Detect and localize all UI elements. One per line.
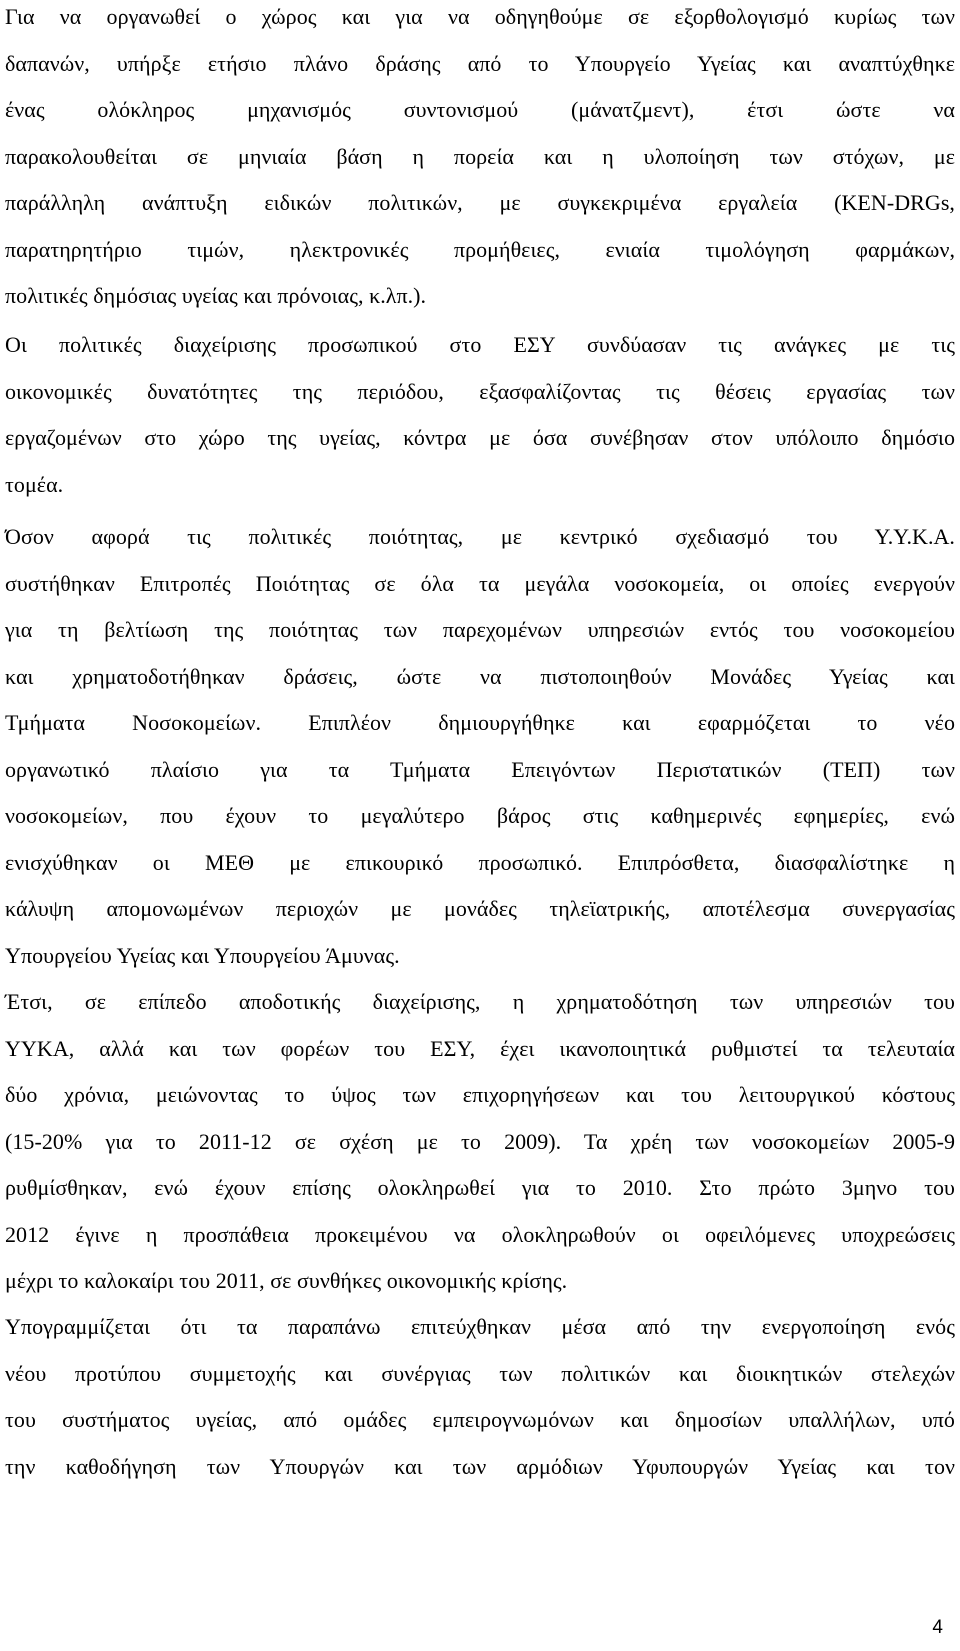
text-line: ΥΥΚΑ, αλλά και των φορέων του ΕΣΥ, έχει ικανοποιητικά ρυθμιστεί τα τελευταία — [5, 1035, 955, 1061]
text-line: νοσοκομείων, που έχουν το μεγαλύτερο βάρος στις καθημερινές εφημερίες, ενώ — [5, 803, 955, 828]
text-line: νέου προτύπου συμμετοχής και συνέργιας των πολιτικών και διοικητικών στελεχών — [5, 1360, 955, 1386]
paragraph-5 — [5, 1304, 955, 1490]
text-line: την καθοδήγηση των Υπουργών και των αρμόδιων Υφυπουργών Υγείας και τον — [5, 1453, 955, 1479]
text-line: ένας ολόκληρος μηχανισμός συντονισμού (μάνατζμεντ), έτσι ώστε να — [5, 97, 955, 122]
paragraph-2 — [5, 322, 955, 508]
text-line: 2012 έγινε η προσπάθεια προκειμένου να ολοκληρωθούν οι οφειλόμενες υποχρεώσεις — [5, 1221, 955, 1247]
text-line: μέχρι το καλοκαίρι του 2011, σε συνθήκες οικονομικής κρίσης. — [5, 1268, 568, 1293]
text-line: εργαζομένων στο χώρο της υγείας, κόντρα με όσα συνέβησαν στον υπόλοιπο δημόσιο — [5, 425, 955, 450]
text-line: Για να οργανωθεί ο χώρος και για να οδηγηθούμε σε εξορθολογισμό κυρίως των — [5, 4, 955, 29]
text-line: Τμήματα Νοσοκομείων. Επιπλέον δημιουργήθηκε και εφαρμόζεται το νέο — [5, 710, 955, 735]
text-line: συστήθηκαν Επιτροπές Ποιότητας σε όλα τα μεγάλα νοσοκομεία, οι οποίες ενεργούν — [5, 570, 955, 596]
text-line: Οι πολιτικές διαχείρισης προσωπικού στο ΕΣΥ συνδύασαν τις ανάγκες με τις — [5, 332, 955, 357]
text-line: Υπογραμμίζεται ότι τα παραπάνω επιτεύχθηκαν μέσα από την ενεργοποίηση ενός — [5, 1314, 955, 1339]
text-line: (15-20% για το 2011-12 σε σχέση με το 2009). Τα χρέη των νοσοκομείων 2005-9 — [5, 1128, 955, 1154]
text-line: Όσον αφορά τις πολιτικές ποιότητας, με κεντρικό σχεδιασμό του Υ.Υ.Κ.Α. — [5, 524, 955, 549]
paragraph-1 — [5, 0, 955, 320]
text-line: του συστήματος υγείας, από ομάδες εμπειρογνωμόνων και δημοσίων υπαλλήλων, υπό — [5, 1407, 955, 1432]
text-line: δαπανών, υπήρξε ετήσιο πλάνο δράσης από το Υπουργείο Υγείας και αναπτύχθηκε — [5, 50, 955, 76]
text-line: ρυθμίσθηκαν, ενώ έχουν επίσης ολοκληρωθεί για το 2010. Στο πρώτο 3μηνο του — [5, 1175, 955, 1200]
page-number: 4 — [932, 1617, 943, 1638]
text-line: δύο χρόνια, μειώνοντας το ύψος των επιχορηγήσεων και του λειτουργικού κόστους — [5, 1082, 955, 1107]
text-line: πολιτικές δημόσιας υγείας και πρόνοιας, κ.λπ.). — [5, 283, 427, 308]
text-line: ενισχύθηκαν οι ΜΕΘ με επικουρικό προσωπικό. Επιπρόσθετα, διασφαλίστηκε η — [5, 849, 955, 875]
text-line: για τη βελτίωση της ποιότητας των παρεχομένων υπηρεσιών εντός του νοσοκομείου — [5, 617, 955, 642]
text-line: τομέα. — [5, 471, 64, 497]
text-line: παράλληλη ανάπτυξη ειδικών πολιτικών, με συγκεκριμένα εργαλεία (KEN-DRGs, — [5, 190, 955, 215]
text-line: οικονομικές δυνατότητες της περιόδου, εξασφαλίζοντας τις θέσεις εργασίας των — [5, 378, 955, 404]
text-line: Υπουργείου Υγείας και Υπουργείου Άμυνας. — [5, 942, 400, 968]
text-line: παρακολουθείται σε μηνιαία βάση η πορεία και η υλοποίηση των στόχων, με — [5, 143, 955, 169]
text-line: κάλυψη απομονωμένων περιοχών με μονάδες τηλεϊατρικής, αποτέλεσμα συνεργασίας — [5, 896, 955, 921]
text-line: Έτσι, σε επίπεδο αποδοτικής διαχείρισης, η χρηματοδότηση των υπηρεσιών του — [5, 989, 955, 1014]
text-line: και χρηματοδοτήθηκαν δράσεις, ώστε να πιστοποιηθούν Μονάδες Υγείας και — [5, 663, 955, 689]
paragraph-4 — [5, 979, 955, 1305]
text-line: οργανωτικό πλαίσιο για τα Τμήματα Επειγόντων Περιστατικών (ΤΕΠ) των — [5, 756, 955, 782]
text-line: παρατηρητήριο τιμών, ηλεκτρονικές προμήθειες, ενιαία τιμολόγηση φαρμάκων, — [5, 236, 955, 262]
paragraph-3 — [5, 514, 955, 979]
